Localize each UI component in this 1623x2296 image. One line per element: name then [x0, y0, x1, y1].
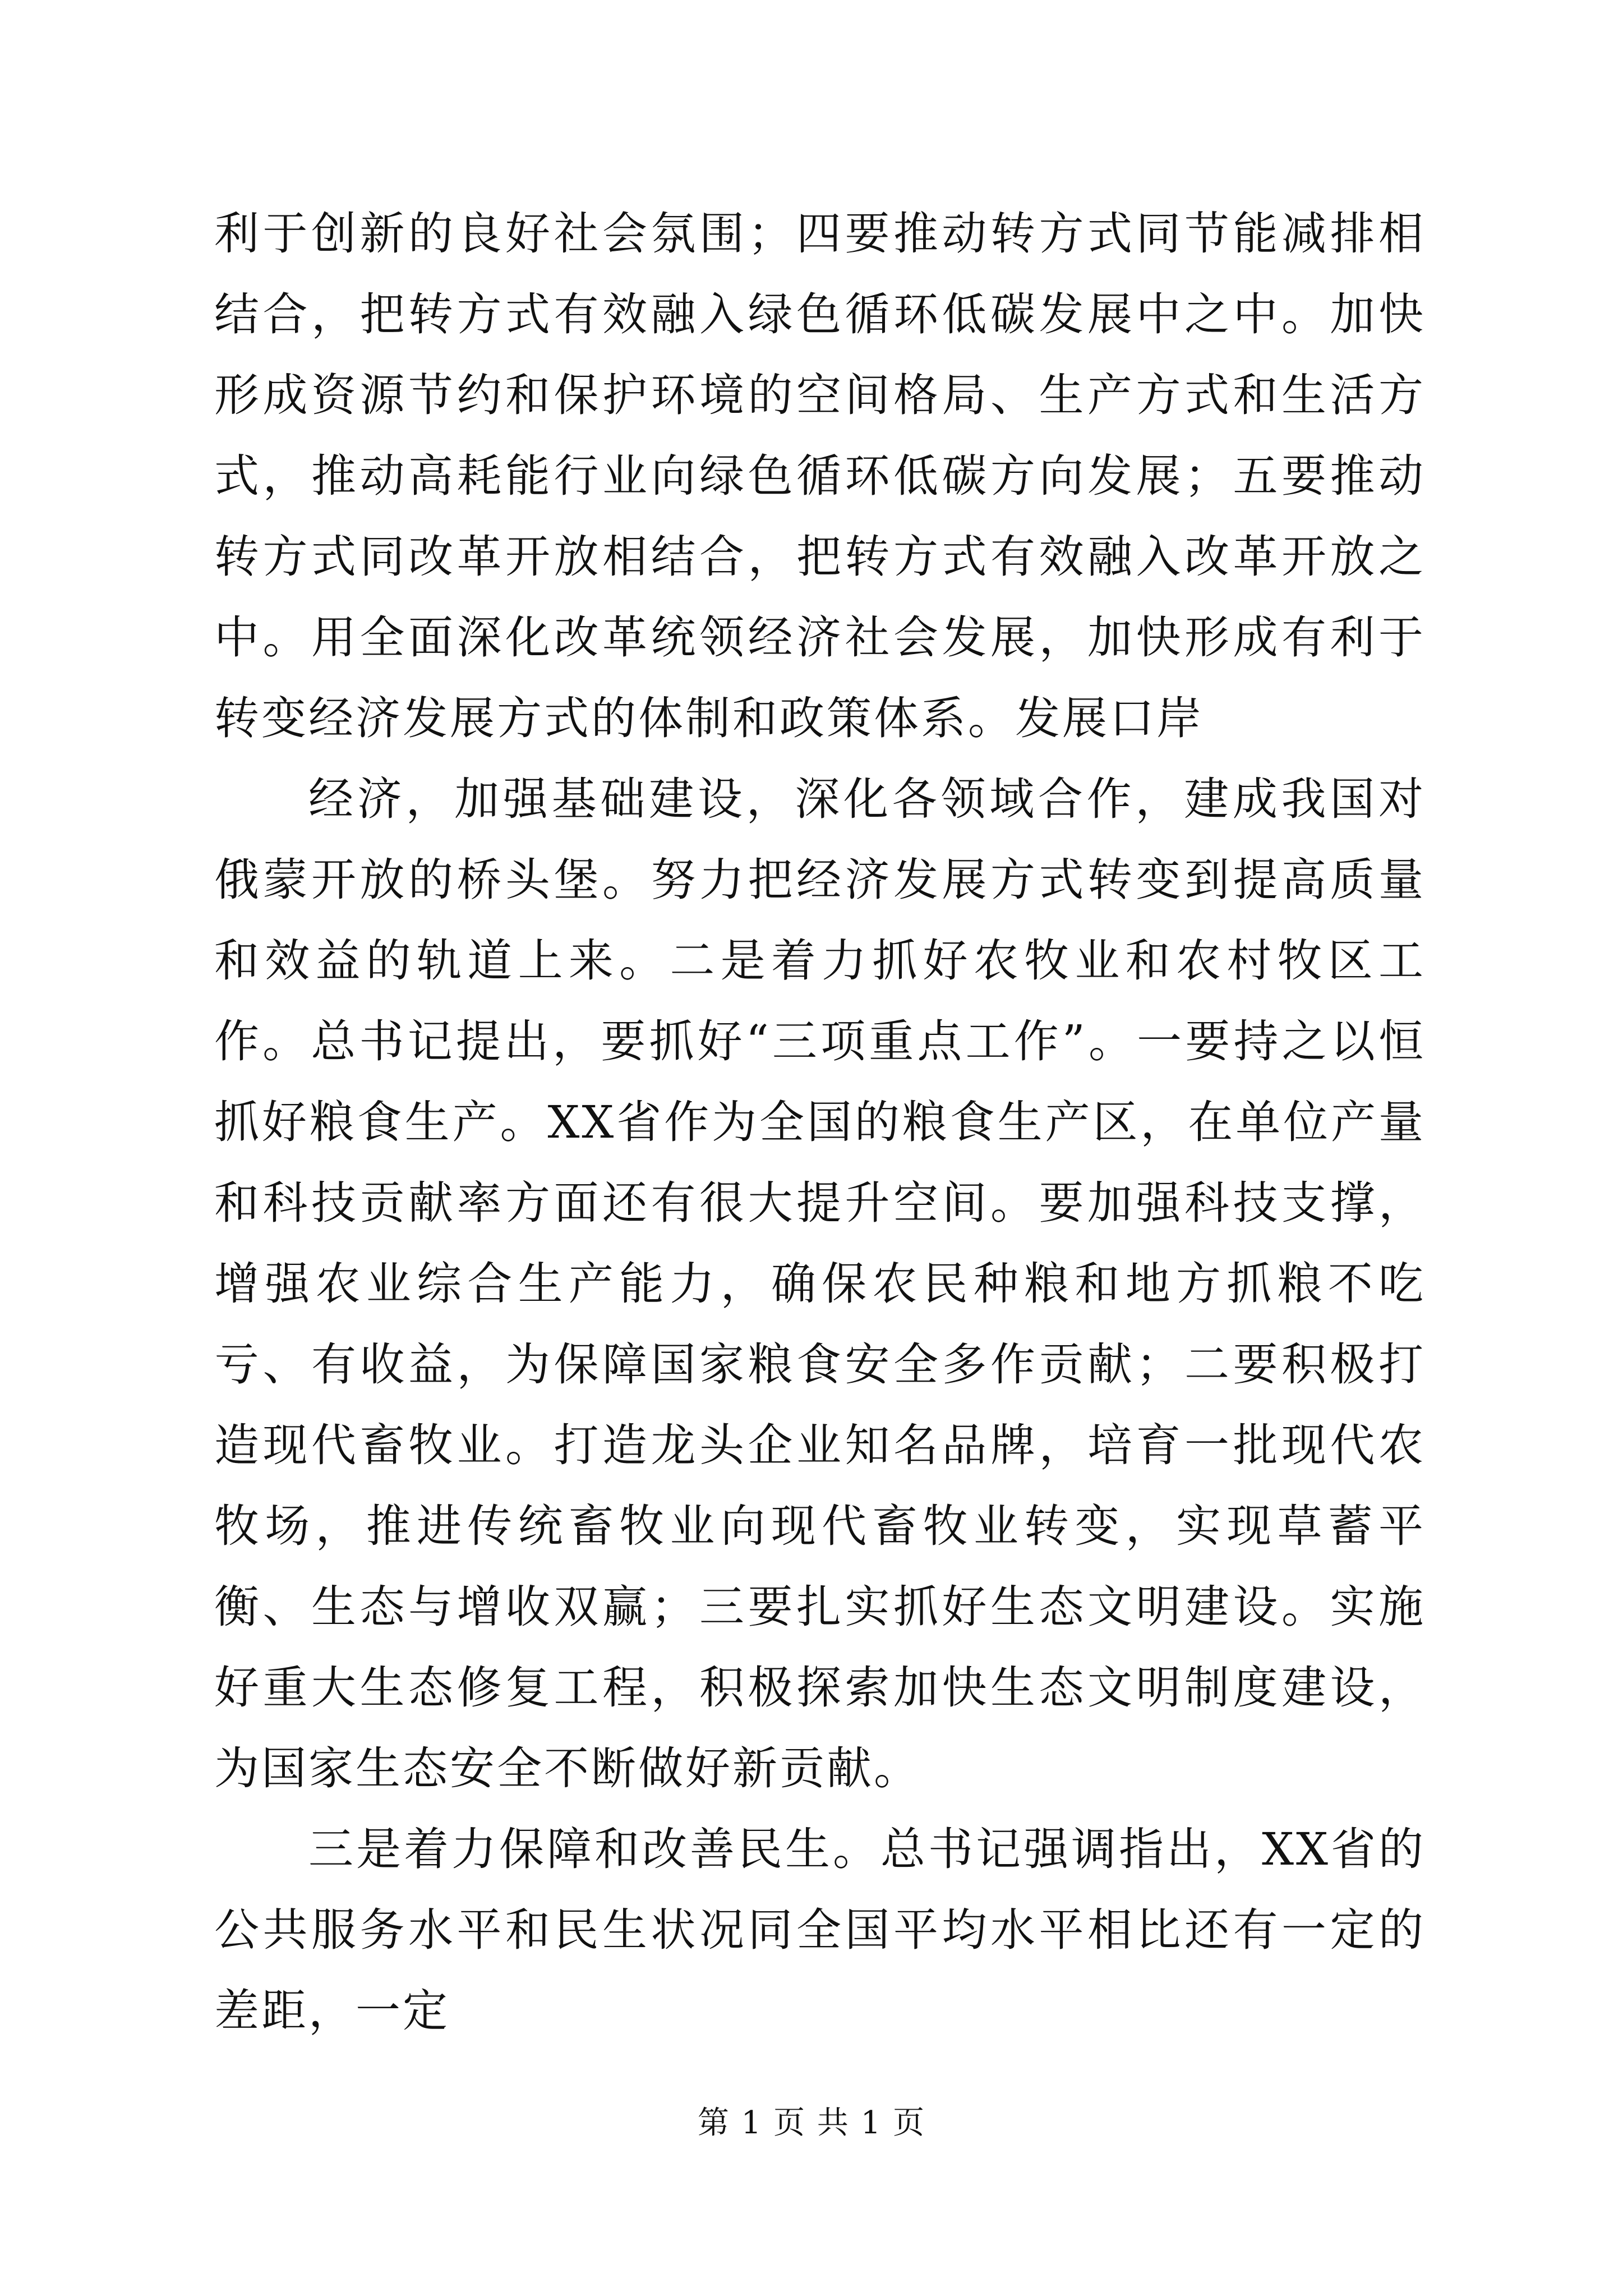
paragraph-2: 经济，加强基础建设，深化各领域合作，建成我国对俄蒙开放的桥头堡。努力把经济发展方式转变到提高质量和效益的轨道上来。二是着力抓好农牧业和农村牧区工作。总书记提出，要抓好“三项重点工作”。一要持之以恒抓好粮食生产。XX省作为全国的粮食生产区，在单位产量和科技贡献率方面还有很大提升空间。要加强科技支撑，增强农业综合生产能力，确保农民种粮和地方抓粮不吃亏、有收益，为保障国家粮食安全多作贡献；二要积极打造现代畜牧业。打造龙头企业知名品牌，培育一批现代农牧场，推进传统畜牧业向现代畜牧业转变，实现草蓄平衡、生态与增收双赢；三要扎实抓好生态文明建设。实施好重大生态修复工程，积极探索加快生态文明制度建设，为国家生态安全不断做好新贡献。: [214, 773, 1426, 1795]
document-body: [214, 194, 1426, 2051]
paragraph-1: 利于创新的良好社会氛围；四要推动转方式同节能减排相结合，把转方式有效融入绿色循环低碳发展中之中。加快形成资源节约和保护环境的空间格局、生产方式和生活方式，推动高耗能行业向绿色循环低碳方向发展；五要推动转方式同改革开放相结合，把转方式有效融入改革开放之中。用全面深化改革统领经济社会发展，加快形成有利于转变经济发展方式的体制和政策体系。发展口岸: [214, 208, 1426, 744]
page-footer: 第 1 页 共 1 页: [697, 2105, 926, 2141]
paragraph-3: 三是着力保障和改善民生。总书记强调指出，XX省的公共服务水平和民生状况同全国平均水平相比还有一定的差距，一定: [214, 1823, 1426, 2037]
